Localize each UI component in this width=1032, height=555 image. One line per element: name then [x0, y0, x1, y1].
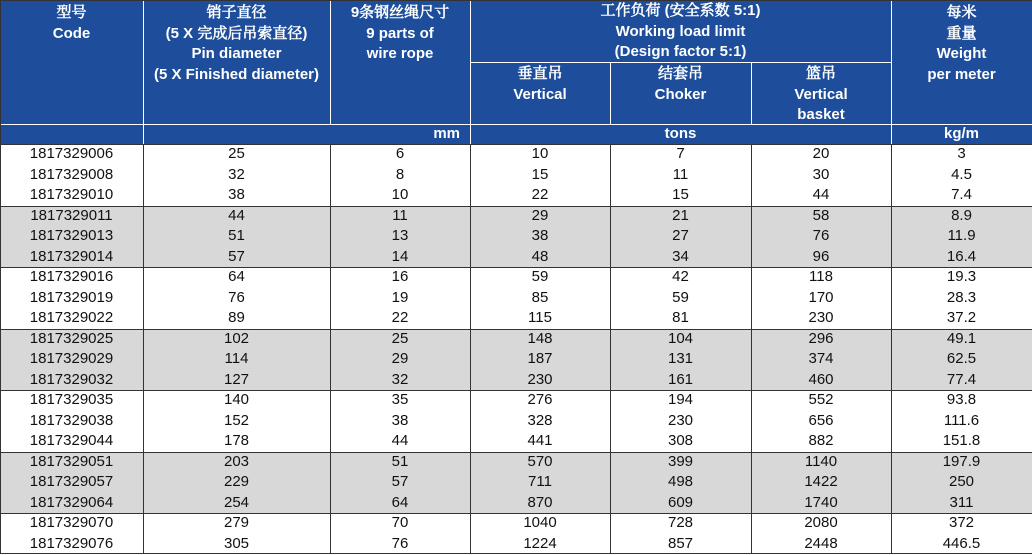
cell-code: 1817329006: [29, 145, 114, 162]
header-choker: 结套吊 Choker: [654, 65, 707, 103]
cell-vertical: 22: [531, 186, 549, 203]
cell-wire-rope: 13: [391, 227, 409, 244]
table-body: [0, 144, 1032, 553]
header-working-load-limit: 工作负荷 (安全系数 5:1) Working load limit (Design factor 5:1): [600, 2, 761, 60]
cell-pin-diameter: 305: [223, 534, 250, 552]
cell-basket: 296: [808, 329, 834, 347]
cell-wire-rope: 8: [395, 165, 405, 183]
header-basket: 篮吊 Vertical basket: [794, 65, 848, 123]
cell-basket: 1740: [804, 493, 838, 511]
cell-vertical: 1040: [523, 514, 557, 531]
cell-choker: 230: [667, 411, 694, 429]
cell-pin-diameter: 25: [228, 145, 245, 162]
cell-choker: 7: [676, 145, 685, 162]
cell-basket: 230: [808, 309, 834, 326]
cell-choker: 11: [672, 165, 689, 183]
cell-pin-diameter: 127: [223, 370, 250, 388]
cell-choker: 15: [672, 186, 689, 203]
cell-vertical: 15: [531, 165, 549, 183]
row-group: [0, 144, 1032, 207]
cell-pin-diameter: 102: [223, 329, 250, 347]
cell-weight: 4.5: [951, 165, 972, 183]
cell-wire-rope: 44: [391, 432, 409, 449]
cell-pin-diameter: 152: [223, 411, 250, 429]
cell-pin-diameter: 140: [223, 391, 250, 408]
cell-vertical: 115: [528, 309, 552, 326]
cell-vertical: 187: [527, 350, 553, 367]
cell-wire-rope: 35: [391, 391, 409, 408]
cell-weight: 311: [949, 493, 974, 511]
cell-wire-rope: 64: [391, 493, 409, 511]
cell-code: 1817329057: [29, 473, 114, 490]
cell-vertical: 59: [531, 268, 549, 285]
cell-weight: 19.3: [946, 268, 977, 285]
cell-vertical: 276: [527, 391, 553, 408]
table-row: [0, 144, 1032, 165]
cell-wire-rope: 51: [391, 452, 409, 470]
cell-weight: 3: [957, 145, 966, 162]
cell-choker: 34: [672, 247, 689, 265]
cell-pin-diameter: 229: [223, 473, 250, 490]
cell-weight: 11.9: [947, 227, 976, 244]
cell-code: 1817329010: [29, 186, 114, 203]
cell-vertical: 85: [531, 288, 549, 306]
cell-choker: 857: [667, 534, 694, 552]
cell-pin-diameter: 57: [228, 247, 245, 265]
cell-basket: 1140: [804, 452, 838, 470]
cell-choker: 104: [667, 329, 694, 347]
cell-vertical: 148: [527, 329, 553, 347]
cell-choker: 308: [667, 432, 694, 449]
cell-weight: 77.4: [946, 370, 977, 388]
cell-weight: 93.8: [946, 391, 977, 408]
cell-wire-rope: 38: [391, 411, 409, 429]
cell-weight: 446.5: [942, 534, 981, 552]
row-group: [0, 513, 1032, 555]
cell-wire-rope: 10: [391, 186, 409, 203]
table-row: [0, 226, 1032, 247]
cell-pin-diameter: 114: [224, 350, 249, 367]
cell-basket: 374: [808, 350, 834, 367]
cell-code: 1817329044: [29, 432, 114, 449]
cell-code: 1817329076: [29, 534, 114, 552]
row-group: [0, 452, 1032, 515]
table-row: [0, 206, 1032, 227]
cell-pin-diameter: 32: [228, 165, 245, 183]
cell-weight: 151.8: [942, 432, 981, 449]
cell-wire-rope: 32: [391, 370, 409, 388]
cell-basket: 882: [808, 432, 834, 449]
cell-code: 1817329025: [29, 329, 114, 347]
row-group: [0, 267, 1032, 330]
cell-weight: 197.9: [942, 452, 981, 470]
cell-code: 1817329013: [29, 227, 114, 244]
unit-tons: tons: [664, 125, 697, 142]
cell-basket: 656: [808, 411, 834, 429]
row-group: [0, 329, 1032, 392]
cell-choker: 399: [667, 452, 694, 470]
cell-weight: 62.5: [946, 350, 977, 367]
cell-choker: 131: [667, 350, 694, 367]
cell-wire-rope: 19: [391, 288, 409, 306]
cell-wire-rope: 22: [391, 309, 409, 326]
cell-code: 1817329019: [29, 288, 114, 306]
cell-code: 1817329032: [29, 370, 114, 388]
cell-weight: 7.4: [951, 186, 972, 203]
cell-code: 1817329022: [29, 309, 114, 326]
cell-vertical: 711: [528, 473, 552, 490]
cell-choker: 194: [667, 391, 694, 408]
cell-choker: 27: [672, 227, 689, 244]
cell-code: 1817329029: [29, 350, 114, 367]
cell-choker: 728: [667, 514, 694, 531]
cell-code: 1817329035: [29, 391, 114, 408]
cell-code: 1817329016: [29, 268, 114, 285]
cell-code: 1817329011: [30, 206, 113, 224]
cell-pin-diameter: 279: [223, 514, 250, 531]
row-group: [0, 390, 1032, 453]
table-row: [0, 534, 1032, 555]
cell-code: 1817329008: [29, 165, 114, 183]
table-row: [0, 288, 1032, 309]
cell-basket: 30: [812, 165, 830, 183]
cell-vertical: 29: [531, 206, 549, 224]
cell-wire-rope: 11: [392, 206, 408, 224]
table-row: [0, 329, 1032, 350]
cell-vertical: 38: [531, 227, 549, 244]
cell-pin-diameter: 64: [228, 268, 245, 285]
cell-wire-rope: 76: [391, 534, 409, 552]
cell-code: 1817329064: [29, 493, 114, 511]
table-row: [0, 493, 1032, 514]
cell-vertical: 870: [527, 493, 553, 511]
cell-pin-diameter: 254: [223, 493, 250, 511]
header-code: 型号 Code: [52, 4, 91, 42]
cell-vertical: 48: [531, 247, 549, 265]
header-pin-diameter: 销子直径 (5 X 完成后吊索直径) Pin diameter (5 X Finished diameter): [153, 4, 320, 83]
cell-vertical: 328: [527, 411, 553, 429]
cell-choker: 21: [672, 206, 689, 224]
table-row: [0, 165, 1032, 186]
table-row: [0, 452, 1032, 473]
cell-weight: 8.9: [951, 206, 972, 224]
cell-pin-diameter: 89: [228, 309, 245, 326]
cell-wire-rope: 70: [391, 514, 409, 531]
cell-code: 1817329051: [29, 452, 114, 470]
unit-kg-per-m: kg/m: [943, 125, 979, 142]
cell-basket: 170: [808, 288, 834, 306]
cell-choker: 42: [672, 268, 689, 285]
cell-pin-diameter: 178: [223, 432, 250, 449]
cell-wire-rope: 57: [391, 473, 409, 490]
cell-weight: 28.3: [946, 288, 977, 306]
cell-pin-diameter: 203: [223, 452, 250, 470]
cell-basket: 1422: [804, 473, 838, 490]
table-row: [0, 431, 1032, 452]
cell-wire-rope: 14: [391, 247, 409, 265]
cell-weight: 111.6: [943, 411, 980, 429]
header-weight: 每米 重量 Weight per meter: [927, 4, 996, 83]
table-row: [0, 513, 1032, 534]
cell-weight: 37.2: [946, 309, 977, 326]
cell-choker: 81: [672, 309, 689, 326]
cell-code: 1817329038: [29, 411, 114, 429]
cell-choker: 59: [672, 288, 689, 306]
table-row: [0, 308, 1032, 329]
cell-vertical: 1224: [523, 534, 557, 552]
header-vertical: 垂直吊 Vertical: [513, 65, 567, 103]
row-group: [0, 206, 1032, 269]
cell-basket: 58: [812, 206, 830, 224]
cell-weight: 16.4: [946, 247, 977, 265]
cell-vertical: 10: [531, 145, 549, 162]
cell-basket: 460: [808, 370, 834, 388]
table-row: [0, 411, 1032, 432]
cell-basket: 20: [812, 145, 830, 162]
table-row: [0, 349, 1032, 370]
cell-vertical: 441: [527, 432, 553, 449]
cell-code: 1817329014: [29, 247, 114, 265]
cell-choker: 609: [667, 493, 694, 511]
cell-basket: 2448: [804, 534, 838, 552]
table-row: [0, 390, 1032, 411]
table-row: [0, 247, 1032, 268]
cell-basket: 118: [809, 268, 833, 285]
cell-vertical: 570: [527, 452, 553, 470]
cell-vertical: 230: [527, 370, 553, 388]
cell-wire-rope: 6: [395, 145, 405, 162]
table-row: [0, 370, 1032, 391]
cell-basket: 552: [808, 391, 834, 408]
cell-basket: 96: [812, 247, 830, 265]
cell-weight: 372: [948, 514, 975, 531]
cell-basket: 76: [812, 227, 830, 244]
cell-choker: 498: [667, 473, 694, 490]
cell-pin-diameter: 38: [228, 186, 245, 203]
cell-pin-diameter: 44: [228, 206, 245, 224]
table-row: [0, 185, 1032, 206]
cell-wire-rope: 16: [391, 268, 409, 285]
cell-choker: 161: [667, 370, 694, 388]
cell-weight: 49.1: [946, 329, 977, 347]
cell-wire-rope: 25: [391, 329, 409, 347]
table-row: [0, 472, 1032, 493]
unit-mm: mm: [433, 125, 460, 142]
cell-weight: 250: [948, 473, 975, 490]
cell-pin-diameter: 76: [228, 288, 245, 306]
cell-basket: 44: [812, 186, 830, 203]
cell-wire-rope: 29: [391, 350, 409, 367]
cell-basket: 2080: [804, 514, 838, 531]
table-row: [0, 267, 1032, 288]
cell-pin-diameter: 51: [228, 227, 245, 244]
header-wire-rope: 9条钢丝绳尺寸 9 parts of wire rope: [350, 4, 450, 62]
cell-code: 1817329070: [29, 514, 114, 531]
